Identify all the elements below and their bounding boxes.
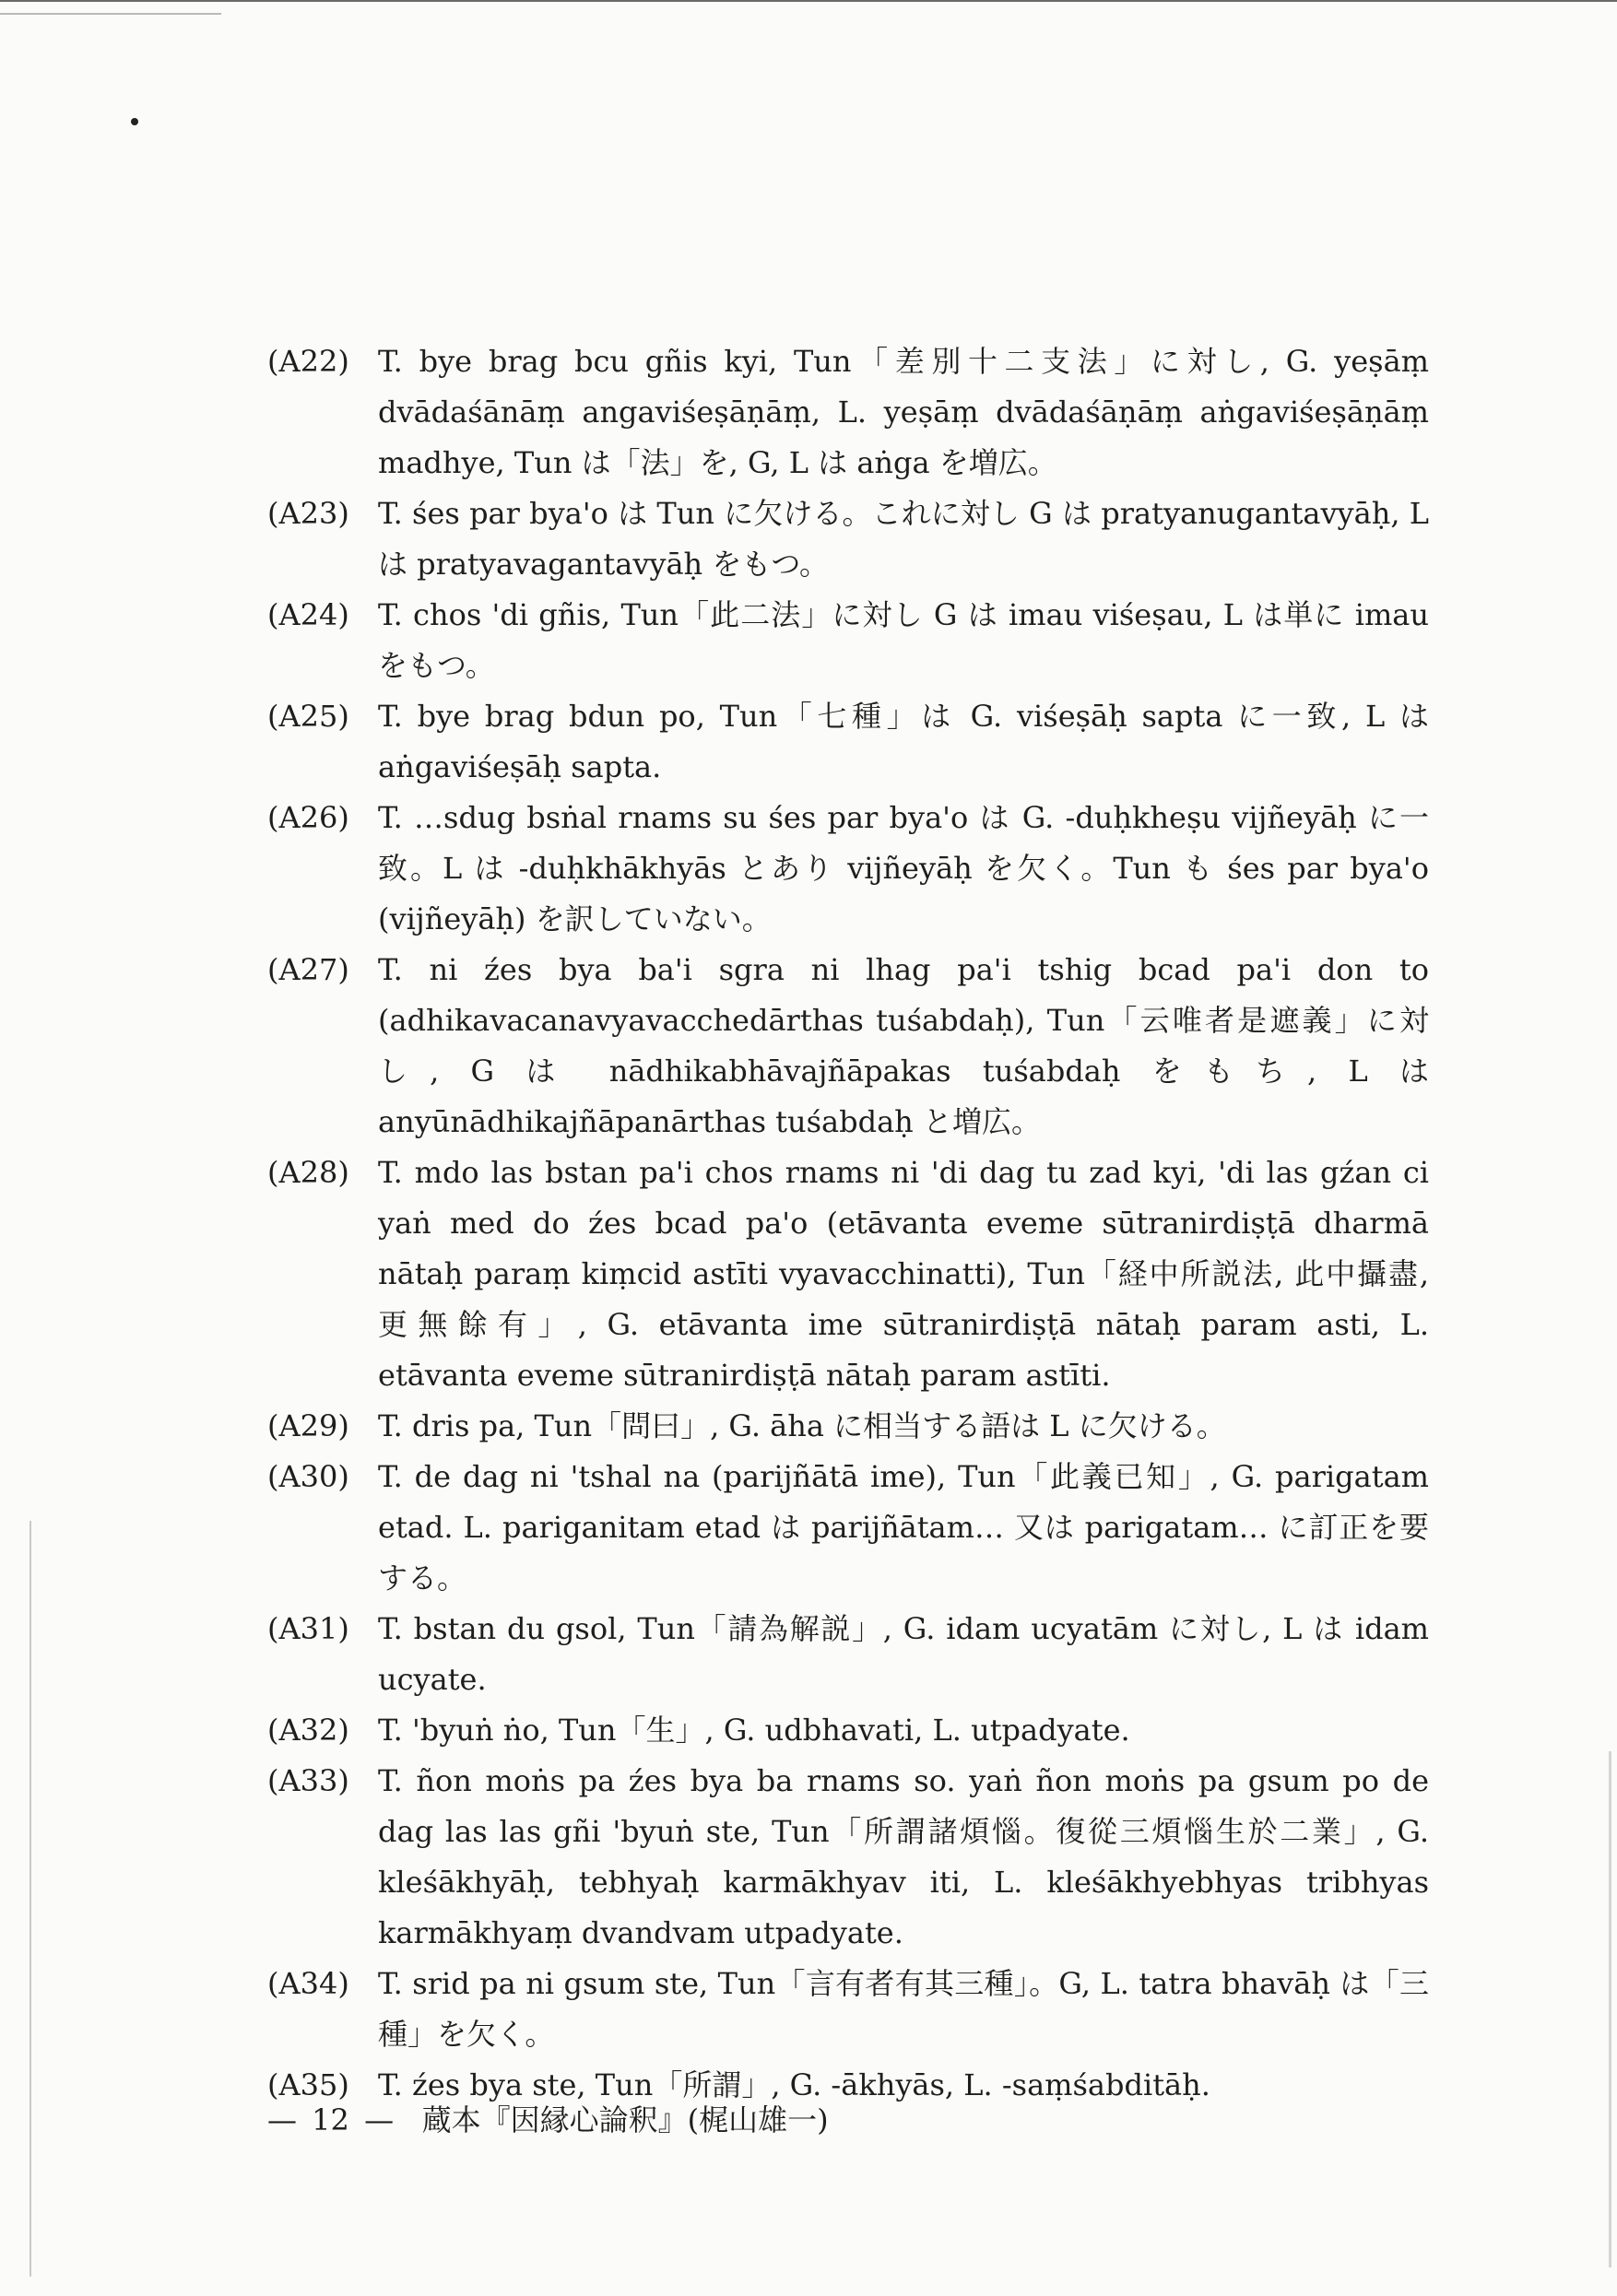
footnote-text: T. chos 'di gñis, Tun「此二法」に対し G は imau viśeṣau, L は単に imau をもつ。 [378, 597, 1429, 683]
footnote-label: (A33) [267, 1763, 349, 1798]
footer-dash-right: — [364, 2102, 395, 2137]
footnote-label: (A28) [267, 1155, 349, 1190]
footnote-entry [267, 1401, 1429, 1452]
footnote-entry [267, 1452, 1429, 1604]
footnote-text: T. bstan du gsol, Tun「請為解説」, G. idam ucyatām に対し, L は idam ucyate. [378, 1611, 1429, 1697]
footnote-list [267, 336, 1429, 2111]
scan-speck [131, 118, 138, 125]
footnote-label: (A26) [267, 800, 349, 835]
page-number: 12 [312, 2102, 349, 2137]
scan-right-edge [1609, 1751, 1611, 2267]
page-footer [267, 2097, 829, 2143]
footnote-label: (A34) [267, 1966, 349, 2001]
footnote-entry [267, 945, 1429, 1148]
footnote-label: (A32) [267, 1713, 349, 1748]
footnote-label: (A22) [267, 344, 349, 379]
footnote-text: T. dris pa, Tun「問曰」, G. āha に相当する語は L に欠ける。 [378, 1408, 1226, 1443]
page-top-rule [0, 0, 1617, 2]
footnote-text: T. ni źes bya ba'i sgra ni lhag pa'i tshig bcad pa'i don to (adhikavacanavyavacchedārthas tuśabdaḥ), Tun「云唯者是遮義」に対し, G は nādhikabhāvajñāpakas tuśabdaḥ をもち, L は anyūnādhikajñāpanārthas tuśabdaḥ と増広。 [378, 952, 1429, 1139]
footnote-text: T. mdo las bstan pa'i chos rnams ni 'di dag tu zad kyi, 'di las gźan ci yaṅ med do źes bcad pa'o (etāvanta eveme sūtranirdiṣṭā dharmā nātaḥ paraṃ kiṃcid astīti vyavacchinatti), Tun「経中所説法, 此中攝盡, 更無餘有」, G. etāvanta ime sūtranirdiṣṭā nātaḥ param asti, L. etāvanta eveme sūtranirdiṣṭā nātaḥ param astīti. [378, 1155, 1429, 1393]
footnote-label: (A23) [267, 496, 349, 531]
footnote-text: T. źes bya ste, Tun「所謂」, G. -ākhyās, L. -saṃśabditāḥ. [378, 2067, 1210, 2102]
footnote-label: (A35) [267, 2067, 349, 2102]
footnote-label: (A29) [267, 1408, 349, 1443]
footnote-label: (A30) [267, 1459, 349, 1494]
footnote-text: T. bye brag bcu gñis kyi, Tun「差別十二支法」に対し, G. yeṣāṃ dvādaśānāṃ angaviśeṣāṇāṃ, L. yeṣāṃ dvādaśāṇāṃ aṅgaviśeṣāṇāṃ madhye, Tun は「法」を, G, L は aṅga を増広。 [378, 344, 1429, 480]
footnote-text: T. srid pa ni gsum ste, Tun「言有者有其三種」。G, L. tatra bhavāḥ は「三種」を欠く。 [378, 1966, 1429, 2052]
footnote-entry [267, 1148, 1429, 1401]
footnote-entry [267, 336, 1429, 489]
footnote-entry [267, 1705, 1429, 1756]
footnote-text: T. ñon moṅs pa źes bya ba rnams so. yaṅ ñon moṅs pa gsum po de dag las las gñi 'byuṅ ste, Tun「所謂諸煩惱。復從三煩惱生於二業」, G. kleśākhyāḥ, tebhyaḥ karmākhyav iti, L. kleśākhyebhyas tribhyas karmākhyaṃ dvandvam utpadyate. [378, 1763, 1429, 1950]
footnote-label: (A31) [267, 1611, 349, 1646]
footnote-label: (A25) [267, 699, 349, 734]
footnote-label: (A24) [267, 597, 349, 632]
footnote-entry [267, 1756, 1429, 1959]
scan-left-edge [30, 1521, 31, 2277]
footnote-label: (A27) [267, 952, 349, 987]
footnote-entry [267, 1959, 1429, 2060]
page-scan-mark [0, 13, 221, 15]
footnote-entry [267, 1604, 1429, 1705]
footnote-text: T. bye brag bdun po, Tun「七種」は G. viśeṣāḥ sapta に一致, L は aṅgaviśeṣāḥ sapta. [378, 699, 1429, 784]
footnote-text: T. śes par bya'o は Tun に欠ける。これに対し G は pratyanugantavyāḥ, L は pratyavagantavyāḥ をもつ。 [378, 496, 1429, 582]
footer-dash-left: — [267, 2102, 297, 2137]
footnote-entry [267, 489, 1429, 590]
footnote-entry [267, 590, 1429, 691]
footnote-entry [267, 793, 1429, 945]
footnote-text: T. 'byuṅ ṅo, Tun「生」, G. udbhavati, L. utpadyate. [378, 1713, 1130, 1748]
footnote-text: T. de dag ni 'tshal na (parijñātā ime), Tun「此義已知」, G. parigatam etad. L. pariganitam etad は parijñātam… 又は parigatam… に訂正を要する。 [378, 1459, 1429, 1595]
footnote-entry [267, 691, 1429, 793]
running-title: 蔵本『因縁心論釈』(梶山雄一) [421, 2102, 829, 2137]
footnote-text: T. …sdug bsṅal rnams su śes par bya'o は G. -duḥkheṣu vijñeyāḥ に一致。L は -duḥkhākhyās とあり vijñeyāḥ を欠く。Tun も śes par bya'o (vijñeyāḥ) を訳していない。 [378, 800, 1429, 936]
